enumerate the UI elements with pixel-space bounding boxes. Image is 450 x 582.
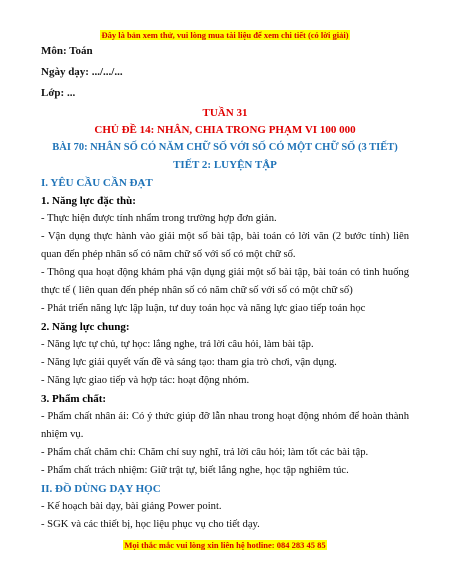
list-item-continuation: nhiệm vụ.	[41, 429, 84, 440]
list-item: - Phẩm chất nhân ái: Có ý thức giúp đỡ lẫn nhau trong hoạt động nhóm để hoàn thành	[41, 411, 409, 422]
list-item: - Năng lực giải quyết vấn đề và sáng tạo: tham gia trò chơi, vận dụng.	[41, 357, 337, 368]
lesson-title: BÀI 70: NHÂN SỐ CÓ NĂM CHỮ SỐ VỚI SỐ CÓ MỘT CHỮ SỐ (3 TIẾT)	[52, 142, 398, 153]
hotline-banner-text: Mọi thắc mắc vui lòng xin liên hệ hotline: 084 283 45 85	[124, 540, 326, 550]
preview-banner	[0, 25, 450, 43]
list-item: - Phẩm chất chăm chỉ: Chăm chỉ suy nghĩ, trả lời câu hỏi; làm tốt các bài tập.	[41, 447, 369, 458]
list-item-continuation: quan đến phép nhân số có năm chữ số với số có một chữ số.	[41, 249, 296, 260]
list-item: - Năng lực tự chủ, tự học: lắng nghe, trả lời câu hỏi, làm bài tập.	[41, 339, 314, 350]
section-1-heading: I. YÊU CẦU CẦN ĐẠT	[41, 177, 153, 189]
period-title: TIẾT 2: LUYỆN TẬP	[173, 159, 277, 171]
list-item: - Phẩm chất trách nhiệm: Giữ trật tự, biết lắng nghe, học tập nghiêm túc.	[41, 465, 349, 476]
grade-line: Lớp: ...	[41, 87, 76, 99]
week-title: TUẦN 31	[202, 107, 248, 119]
list-item: - Thông qua hoạt động khám phá vận dụng giải một số bài tập, bài toán có tình huống	[41, 267, 409, 278]
date-line: Ngày dạy: .../.../...	[41, 66, 123, 78]
list-item: - SGK và các thiết bị, học liệu phục vụ cho tiết dạy.	[41, 519, 260, 530]
list-item: - Thực hiện được tính nhẩm trong trường hợp đơn giản.	[41, 213, 277, 224]
subsection-specific-competence: 1. Năng lực đặc thù:	[41, 195, 136, 207]
list-item: - Vận dụng thực hành vào giải một số bài tập, bài toán có lời văn (2 bước tính) liên	[41, 231, 409, 242]
preview-banner-text: Đây là bản xem thử, vui lòng mua tài liệu để xem chi tiết (có lời giải)	[101, 30, 349, 40]
list-item: - Phát triển năng lực lập luận, tư duy toán học và năng lực giao tiếp toán học	[41, 303, 366, 314]
subject-line: Môn: Toán	[41, 45, 93, 57]
list-item: - Năng lực giao tiếp và hợp tác: hoạt động nhóm.	[41, 375, 250, 386]
section-2-heading: II. ĐỒ DÙNG DẠY HỌC	[41, 483, 161, 495]
list-item: - Kế hoạch bài dạy, bài giảng Power point.	[41, 501, 222, 512]
list-item-continuation: thực tế ( liên quan đến phép nhân số có năm chữ số với số có một chữ số)	[41, 285, 353, 296]
subsection-qualities: 3. Phẩm chất:	[41, 393, 107, 405]
topic-title: CHỦ ĐỀ 14: NHÂN, CHIA TRONG PHẠM VI 100 000	[94, 124, 356, 136]
hotline-banner	[0, 535, 450, 553]
subsection-general-competence: 2. Năng lực chung:	[41, 321, 130, 333]
